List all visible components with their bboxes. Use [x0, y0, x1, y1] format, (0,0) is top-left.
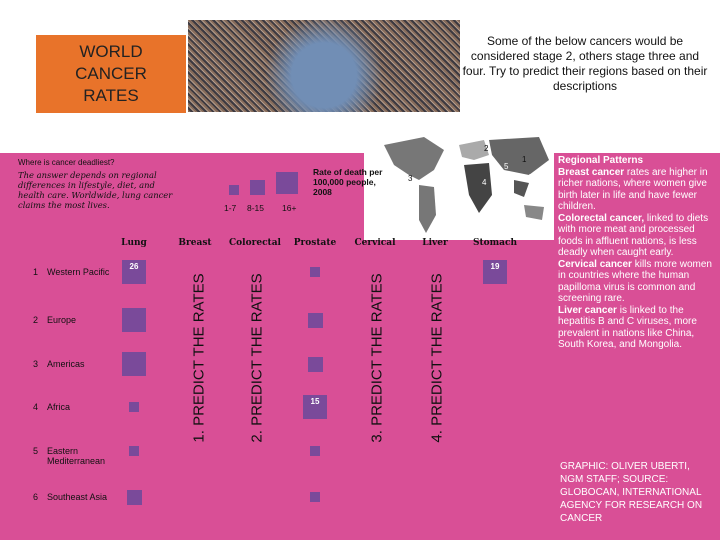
value-label: 26	[129, 262, 139, 271]
map-label: 6	[528, 173, 533, 182]
predict-label-2: 2. PREDICT THE RATES	[236, 255, 278, 460]
graphic-credit: GRAPHIC: OLIVER UBERTI, NGM STAFF; SOURCE: GLOBOCAN, INTERNATIONAL AGENCY FOR RESEARCH ON CANCER	[560, 461, 703, 524]
value-square	[127, 490, 142, 505]
value-square	[129, 402, 139, 412]
crowd-photo	[188, 20, 460, 112]
value-label: 15	[310, 397, 320, 406]
map-label: 1	[522, 155, 527, 164]
column-header: Lung	[121, 238, 147, 248]
row-label: Eastern Mediterranean	[47, 446, 106, 466]
legend-label: 16+	[282, 203, 297, 213]
column-header: Liver	[422, 238, 448, 248]
value-label: 19	[490, 262, 500, 271]
legend-title: Rate of death per 100,000 people, 2008	[313, 167, 383, 197]
row-number: 6	[33, 492, 39, 502]
predict-label-3: 3. PREDICT THE RATES	[356, 255, 398, 460]
graphic-intro: The answer depends on regional differences in lifestyle, diet, and health care. Worldwide, lung cancer claims the most lives.	[18, 170, 173, 210]
value-square	[310, 446, 320, 456]
sidebar-heading: Regional Patterns	[558, 155, 644, 166]
row-label: Americas	[47, 359, 85, 369]
row-label: Southeast Asia	[47, 492, 108, 502]
map-label: 3	[408, 174, 413, 183]
intro-text: Some of the below cancers would be considered stage 2, others stage three and four. Try to predict their regions based on their descriptions	[462, 34, 708, 93]
predict-label-1: 1. PREDICT THE RATES	[178, 255, 220, 460]
row-label: Africa	[47, 402, 71, 412]
legend-square-large	[276, 172, 298, 194]
sidebar-text	[558, 155, 716, 351]
sidebar-paragraph: Cervical cancer kills more women in countries where the human papilloma virus is common and screening rare.	[558, 258, 712, 304]
map-label: 2	[484, 144, 489, 153]
row-number: 1	[33, 267, 39, 277]
column-header: Colorectal	[229, 238, 281, 248]
row-number: 3	[33, 359, 39, 369]
column-header: Stomach	[472, 238, 518, 248]
sidebar-paragraph: Colorectal cancer, linked to diets with more meat and processed foods in affluent nations, is less deadly when caught early.	[558, 212, 709, 258]
row-label: Western Pacific	[47, 267, 110, 277]
title-box	[36, 35, 186, 113]
value-square	[308, 357, 323, 372]
value-square	[310, 492, 320, 502]
legend-label: 1-7	[224, 203, 237, 213]
sidebar-paragraph: Breast cancer rates are higher in richer nations, where women give birth later in life and have fewer children.	[558, 166, 708, 212]
row-number: 5	[33, 446, 39, 456]
sidebar-paragraph: Liver cancer is linked to the hepatitis B and C viruses, more prevalent in nations like China, South Korea, and Mongolia.	[558, 304, 697, 350]
row-number: 2	[33, 315, 39, 325]
map-label: 5	[504, 162, 509, 171]
column-header: Breast	[178, 238, 212, 248]
legend-label: 8-15	[247, 203, 265, 213]
map-label: 4	[482, 178, 487, 187]
column-header: Prostate	[293, 238, 337, 248]
legend-square-small	[229, 185, 239, 195]
column-header: Cervical	[354, 238, 396, 248]
graphic-kicker: Where is cancer deadliest?	[18, 158, 115, 167]
row-number: 4	[33, 402, 39, 412]
value-square	[308, 313, 323, 328]
legend-square-medium	[250, 180, 265, 195]
value-square	[129, 446, 139, 456]
value-square	[310, 267, 320, 277]
row-label: Europe	[47, 315, 77, 325]
value-square	[122, 352, 146, 376]
predict-label-4: 4. PREDICT THE RATES	[416, 255, 458, 460]
value-square	[122, 308, 146, 332]
page-title: WORLD CANCER RATES	[75, 42, 147, 105]
